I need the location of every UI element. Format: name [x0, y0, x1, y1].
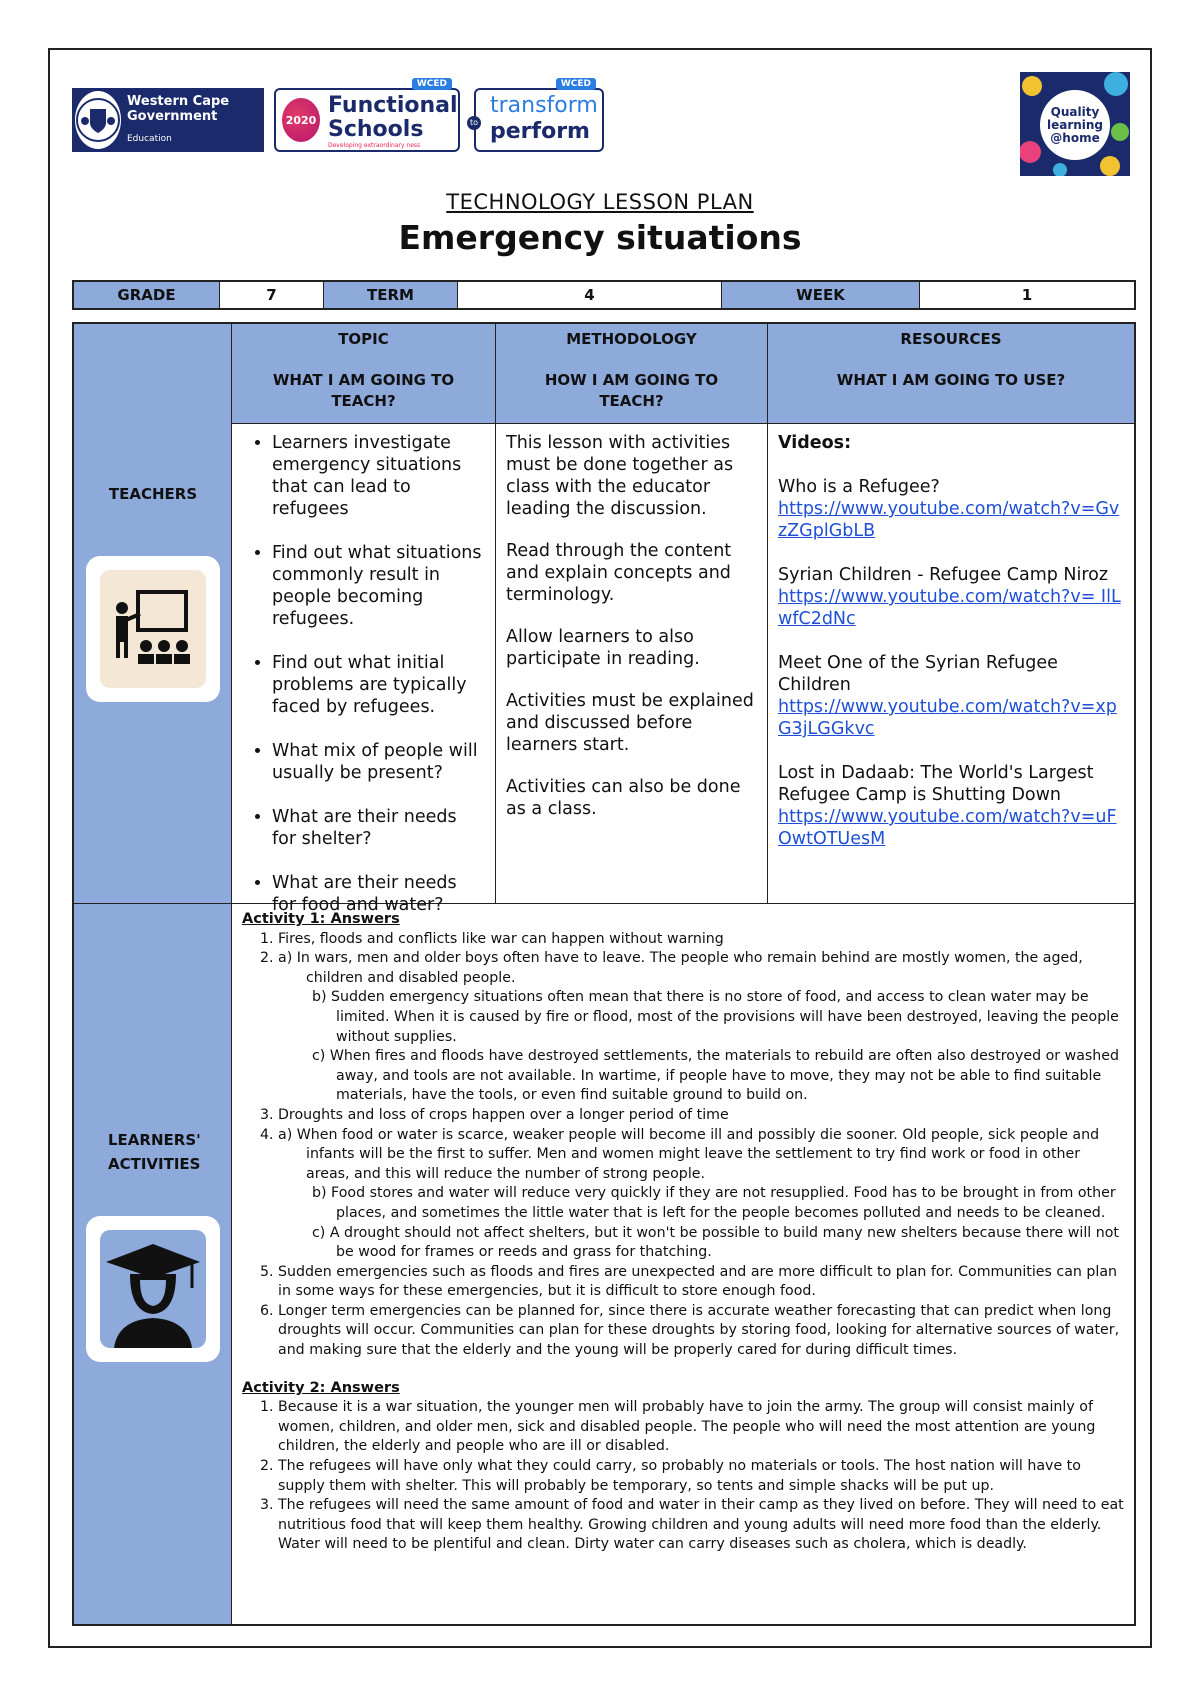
topic-item: • What mix of people will usually be present? — [272, 740, 485, 784]
term-label: TERM — [324, 282, 458, 308]
video-title: Who is a Refugee? — [778, 477, 940, 497]
video-link[interactable]: https://www.youtube.com/watch?v=uFOwtOTUesM — [778, 807, 1117, 849]
video-link[interactable]: https://www.youtube.com/watch?v= IlLwfC2dNc — [778, 587, 1121, 629]
quality-learning-home-logo: Quality learning @home — [1020, 72, 1130, 176]
topic-header: TOPIC WHAT I AM GOING TO TEACH? — [232, 324, 496, 424]
topic-cell — [232, 424, 496, 915]
page-title: Emergency situations — [398, 218, 802, 257]
topic-item: • Find out what situations commonly result in people becoming refugees. — [272, 542, 485, 630]
lesson-plan-table — [72, 322, 1136, 1626]
week-label: WEEK — [722, 282, 920, 308]
answer-sub-item: c) A drought should not affect shelters, but it won't be possible to build many new shelters because there will not be wood for frames or reeds and grass for thatching. — [312, 1224, 1119, 1261]
resources-header: RESOURCES WHAT I AM GOING TO USE? — [768, 324, 1134, 424]
teacher-card — [86, 556, 220, 702]
grade-label: GRADE — [74, 282, 220, 308]
term-value: 4 — [458, 282, 722, 308]
answer-item: 2. The refugees will have only what they could carry, so probably no materials or tools. The host nation will have to supply them with shelter. This will probably be temporary, so tents and simple shacks will be put up. — [278, 1457, 1126, 1496]
answer-item: 3. The refugees will need the same amount of food and water in their camp as they lived on before. They will need to eat nutritious food that will keep them healthy. Growing children and young adults will need more food than the elderly. Water will need to be plentiful and clean. Dirty water can carry diseases such as cholera, which is deadly. — [278, 1496, 1126, 1555]
answer-sub-item: c) When fires and floods have destroyed settlements, the materials to rebuild are often also destroyed or washed away, and tools are not available. In wartime, if people have to move, they may not be able to find suitable materials, have the tools, or even find suitable ground to build on. — [312, 1048, 1120, 1104]
methodology-item: Read through the content and explain concepts and terminology. — [506, 541, 732, 605]
western-cape-government-logo: Western Cape Government Education — [72, 88, 264, 152]
week-value: 1 — [1021, 286, 1033, 304]
teachers-label: TEACHERS — [108, 485, 198, 503]
answer-sub-item: b) Food stores and water will reduce very quickly if they are not resupplied. Food has to be brought in from other places, and sometimes the little water that is left for the people becomes polluted and needs to be cleaned. — [312, 1185, 1116, 1221]
methodology-item: This lesson with activities must be done together as class with the educator leading the discussion. — [506, 433, 734, 519]
methodology-item: Activities can also be done as a class. — [506, 777, 741, 819]
video-title: Lost in Dadaab: The World's Largest Refugee Camp is Shutting Down — [778, 763, 1094, 805]
graduate-student-icon — [100, 1230, 206, 1348]
answer-item — [278, 949, 1126, 1106]
grade-term-week-row — [72, 280, 1136, 310]
video-link[interactable]: https://www.youtube.com/watch?v=GvzZGplGbLB — [778, 499, 1120, 541]
activity-1-heading: Activity 1: Answers — [242, 911, 400, 927]
activity-2-heading: Activity 2: Answers — [242, 1379, 400, 1396]
grade-value: 7 — [220, 282, 324, 308]
video-title: Meet One of the Syrian Refugee Children — [778, 653, 1058, 695]
answer-sub-item: b) Sudden emergency situations often mean that there is no store of food, and access to clean water may be limited. When it is caused by fire or flood, most of the provisions will have been destroyed, leaving the people without supplies. — [312, 989, 1119, 1045]
methodology-cell — [496, 424, 768, 904]
learner-card — [86, 1216, 220, 1362]
answer-item: 3. Droughts and loss of crops happen over a longer period of time — [278, 1106, 1126, 1126]
learners-side-cell — [74, 904, 232, 1624]
methodology-item: Allow learners to also participate in reading. — [506, 627, 700, 669]
answer-sub-item: 2. a) In wars, men and older boys often have to leave. The people who remain behind are mostly women, the aged, children and disabled people. — [278, 950, 1083, 986]
topic-item: • What are their needs for food and water? — [272, 872, 485, 916]
answer-item: 5. Sudden emergencies such as floods and fires are unexpected and are more difficult to plan for. Communities can plan in some ways for these emergencies, but it is difficult to store enough food. — [278, 1263, 1126, 1302]
video-link[interactable]: https://www.youtube.com/watch?v=xpG3jLGGkvc — [778, 697, 1117, 739]
resources-cell — [768, 424, 1134, 904]
learners-activities-label: LEARNERS' ACTIVITIES — [108, 1131, 201, 1173]
teacher-presenting-icon — [100, 570, 206, 688]
methodology-header: METHODOLOGY HOW I AM GOING TO TEACH? — [496, 324, 768, 424]
methodology-item: Activities must be explained and discussed before learners start. — [506, 691, 754, 755]
topic-item: • What are their needs for shelter? — [272, 806, 485, 850]
transform-perform-logo: WCED to transform perform — [474, 88, 604, 152]
topic-item: • Learners investigate emergency situations that can lead to refugees — [272, 432, 485, 520]
lesson-plan-kicker: TECHNOLOGY LESSON PLAN — [446, 190, 754, 214]
video-title: Syrian Children - Refugee Camp Niroz — [778, 565, 1109, 585]
answer-sub-item: 4. a) When food or water is scarce, weaker people will become ill and possibly die sooner. Old people, sick people and infants will be the first to suffer. Men and women might leave the settlement to try find work or food in other areas, and this will reduce the number of strong people. — [278, 1126, 1100, 1182]
teachers-side-cell — [74, 324, 232, 904]
coat-of-arms-icon — [75, 91, 121, 149]
videos-heading: Videos: — [778, 433, 852, 453]
activities-cell — [232, 904, 1136, 1624]
answer-item: 6. Longer term emergencies can be planned for, since there is accurate weather forecasting that can predict when long droughts will occur. Communities can plan for these droughts by storing food, looking for alternative sources of water, and making sure that the elderly and the young will be properly cared for during difficult times. — [278, 1302, 1126, 1361]
functional-schools-logo: WCED 2020 Functional Schools Developing extraordinary ness — [274, 88, 460, 152]
topic-item: • Find out what initial problems are typically faced by refugees. — [272, 652, 485, 718]
answer-item: 1. Because it is a war situation, the younger men will probably have to join the army. The group will consist mainly of women, children, and older men, sick and disabled people. The people who will need the most attention are young children, the elderly and people who are ill or disabled. — [278, 1398, 1126, 1457]
answer-item: 1. Fires, floods and conflicts like war can happen without warning — [278, 930, 1126, 950]
answer-item — [278, 1126, 1126, 1263]
